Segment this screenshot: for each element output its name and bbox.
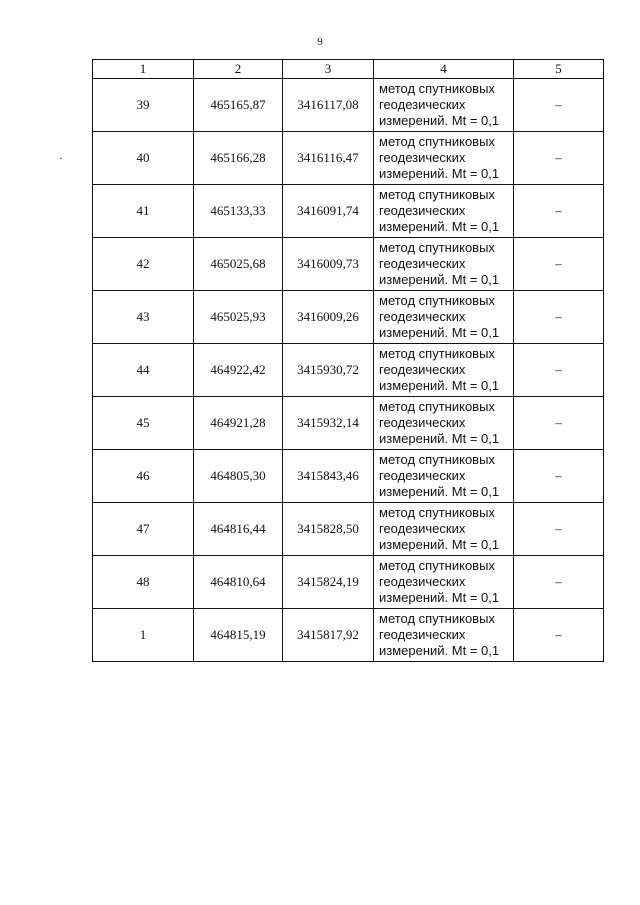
x-coordinate-cell: 464810,64 — [194, 556, 283, 609]
method-cell — [374, 609, 514, 662]
point-number-cell: 46 — [93, 450, 194, 503]
header-row — [93, 60, 604, 79]
table-row — [93, 79, 604, 132]
table-row — [93, 132, 604, 185]
page-number: 9 — [317, 36, 323, 48]
method-cell — [374, 450, 514, 503]
table-row — [93, 185, 604, 238]
method-cell — [374, 503, 514, 556]
table-row — [93, 344, 604, 397]
method-line: метод спутниковых — [379, 187, 495, 202]
table-row — [93, 397, 604, 450]
method-cell — [374, 556, 514, 609]
x-coordinate-cell: 465025,68 — [194, 238, 283, 291]
method-line: геодезических — [379, 362, 466, 377]
y-coordinate-cell: 3416091,74 — [283, 185, 374, 238]
y-coordinate-cell: 3415930,72 — [283, 344, 374, 397]
method-line: измерений. Mt = 0,1 — [379, 643, 500, 658]
y-coordinate-cell: 3415843,46 — [283, 450, 374, 503]
method-line: метод спутниковых — [379, 240, 495, 255]
point-number-cell: 48 — [93, 556, 194, 609]
note-cell: – — [514, 397, 604, 450]
y-coordinate-cell: 3415817,92 — [283, 609, 374, 662]
method-line: геодезических — [379, 150, 466, 165]
point-number-cell: 1 — [93, 609, 194, 662]
coordinates-table — [92, 59, 604, 662]
method-line: измерений. Mt = 0,1 — [379, 166, 500, 181]
method-line: метод спутниковых — [379, 293, 495, 308]
method-line: геодезических — [379, 574, 466, 589]
y-coordinate-cell: 3416117,08 — [283, 79, 374, 132]
point-number-cell: 47 — [93, 503, 194, 556]
note-cell: – — [514, 291, 604, 344]
method-line: геодезических — [379, 309, 466, 324]
y-coordinate-cell: 3416009,73 — [283, 238, 374, 291]
x-coordinate-cell: 464921,28 — [194, 397, 283, 450]
note-cell: – — [514, 556, 604, 609]
header-col-3: 3 — [283, 60, 374, 79]
method-line: измерений. Mt = 0,1 — [379, 484, 500, 499]
scan-mark — [60, 158, 62, 159]
method-cell — [374, 291, 514, 344]
method-line: геодезических — [379, 627, 466, 642]
y-coordinate-cell: 3416116,47 — [283, 132, 374, 185]
method-cell — [374, 397, 514, 450]
method-line: измерений. Mt = 0,1 — [379, 378, 500, 393]
table-row — [93, 609, 604, 662]
point-number-cell: 41 — [93, 185, 194, 238]
method-line: измерений. Mt = 0,1 — [379, 219, 500, 234]
table-row — [93, 291, 604, 344]
method-line: геодезических — [379, 256, 466, 271]
method-line: метод спутниковых — [379, 611, 495, 626]
point-number-cell: 45 — [93, 397, 194, 450]
y-coordinate-cell: 3415932,14 — [283, 397, 374, 450]
method-line: метод спутниковых — [379, 558, 495, 573]
method-line: измерений. Mt = 0,1 — [379, 325, 500, 340]
point-number-cell: 44 — [93, 344, 194, 397]
method-line: метод спутниковых — [379, 81, 495, 96]
table-row — [93, 238, 604, 291]
note-cell: – — [514, 185, 604, 238]
x-coordinate-cell: 465165,87 — [194, 79, 283, 132]
method-line: метод спутниковых — [379, 134, 495, 149]
method-line: метод спутниковых — [379, 346, 495, 361]
method-line: геодезических — [379, 468, 466, 483]
method-cell — [374, 132, 514, 185]
method-line: геодезических — [379, 97, 466, 112]
header-col-2: 2 — [194, 60, 283, 79]
x-coordinate-cell: 465025,93 — [194, 291, 283, 344]
note-cell: – — [514, 344, 604, 397]
header-col-1: 1 — [93, 60, 194, 79]
method-line: измерений. Mt = 0,1 — [379, 431, 500, 446]
point-number-cell: 43 — [93, 291, 194, 344]
note-cell: – — [514, 238, 604, 291]
method-line: измерений. Mt = 0,1 — [379, 590, 500, 605]
point-number-cell: 42 — [93, 238, 194, 291]
y-coordinate-cell: 3415824,19 — [283, 556, 374, 609]
method-line: геодезических — [379, 203, 466, 218]
x-coordinate-cell: 464816,44 — [194, 503, 283, 556]
header-col-4: 4 — [374, 60, 514, 79]
method-cell — [374, 344, 514, 397]
method-line: метод спутниковых — [379, 452, 495, 467]
x-coordinate-cell: 465166,28 — [194, 132, 283, 185]
point-number-cell: 39 — [93, 79, 194, 132]
y-coordinate-cell: 3415828,50 — [283, 503, 374, 556]
table-row — [93, 556, 604, 609]
method-line: метод спутниковых — [379, 399, 495, 414]
note-cell: – — [514, 609, 604, 662]
method-cell — [374, 79, 514, 132]
method-cell — [374, 185, 514, 238]
header-col-5: 5 — [514, 60, 604, 79]
method-line: измерений. Mt = 0,1 — [379, 537, 500, 552]
point-number-cell: 40 — [93, 132, 194, 185]
method-cell — [374, 238, 514, 291]
method-line: измерений. Mt = 0,1 — [379, 272, 500, 287]
note-cell: – — [514, 132, 604, 185]
table-row — [93, 450, 604, 503]
method-line: измерений. Mt = 0,1 — [379, 113, 500, 128]
table-row — [93, 503, 604, 556]
table-header — [93, 60, 604, 79]
note-cell: – — [514, 79, 604, 132]
method-line: метод спутниковых — [379, 505, 495, 520]
note-cell: – — [514, 503, 604, 556]
x-coordinate-cell: 464815,19 — [194, 609, 283, 662]
x-coordinate-cell: 465133,33 — [194, 185, 283, 238]
method-line: геодезических — [379, 415, 466, 430]
x-coordinate-cell: 464805,30 — [194, 450, 283, 503]
x-coordinate-cell: 464922,42 — [194, 344, 283, 397]
note-cell: – — [514, 450, 604, 503]
method-line: геодезических — [379, 521, 466, 536]
table-body — [93, 79, 604, 662]
y-coordinate-cell: 3416009,26 — [283, 291, 374, 344]
